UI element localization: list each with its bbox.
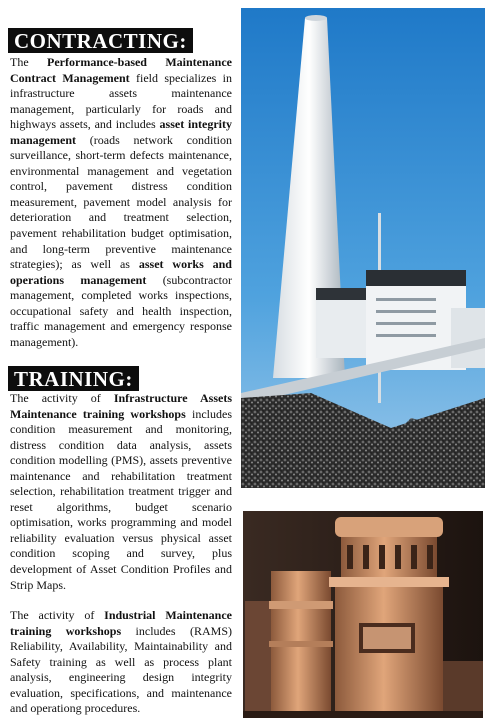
training-paragraph-infrastructure: The activity of Infrastructure Assets Maintenance training workshops includes condition measurement and monitoring, distress condition data analysis, assets condition modelling (PMS), assets preventive maintenance and rehabilitation treatment selection, rehabilitation treatment trigger and reset algorithms, budget scenario optimisation, works programming and model reliability evaluation versus physical asset condition scoping and survey, plus development of Asset Condition Profiles and Strip Maps. <box>10 391 232 592</box>
training-heading: TRAINING: <box>8 366 139 391</box>
contracting-paragraph: The Performance-based Maintenance Contract Management field specializes in infrastructure assets maintenance management, particularly for roads and highways assets, and includes asset integrity management (roads network condition surveillance, short-term defects maintenance, environmental management and vegetation control, pavement distress condition measurement, pavement model analysis for deterioration and treatment selection, pavement rehabilitation budget optimisation, and long-term preventive maintenance strategies); as well as asset works and operations management (subcontractor management, completed works inspections, occupational safety and health inspection, traffic management and emergency response management). <box>10 55 233 349</box>
power-plant-photo <box>241 8 485 488</box>
industrial-plant-photo <box>243 511 483 718</box>
contracting-heading: CONTRACTING: <box>8 28 193 53</box>
training-paragraph-industrial: The activity of Industrial Maintenance training workshops includes (RAMS) Reliability, Availability, Maintainability and Safety training as well as process plant analysis, engineering design integrity evaluation, specifications, and maintenance and operationg procedures. <box>10 608 232 716</box>
